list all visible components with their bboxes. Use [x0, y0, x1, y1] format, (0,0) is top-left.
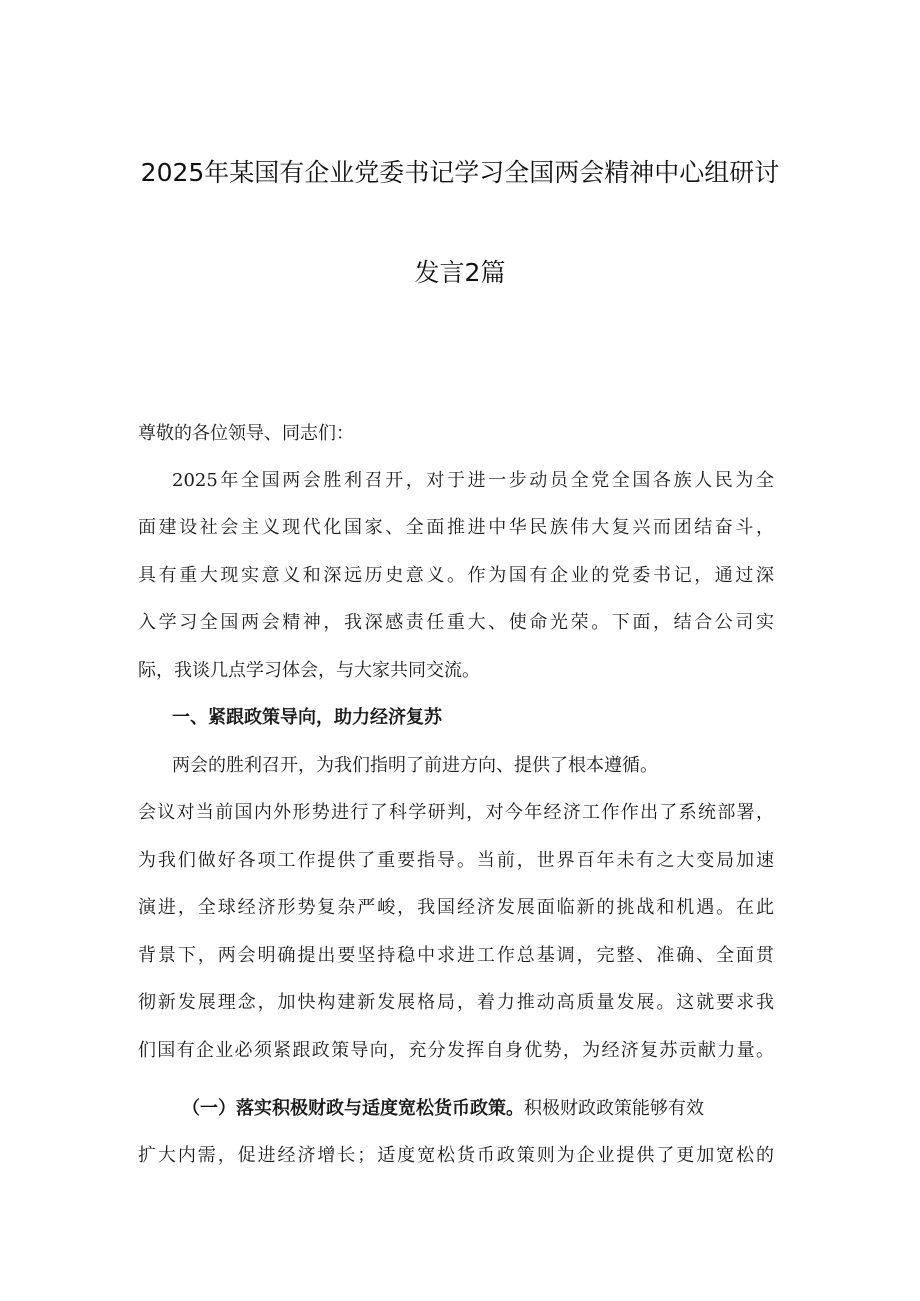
paragraph-2-line-3: 为我们做好各项工作提供了重要指导。当前，世界百年未有之大变局加速 [138, 850, 774, 871]
paragraph-1-line-3: 具有重大现实意义和深远历史意义。作为国有企业的党委书记，通过深 [138, 565, 774, 586]
paragraph-2-line-2: 会议对当前国内外形势进行了科学研判，对今年经济工作作出了系统部署， [138, 802, 774, 823]
paragraph-1-line-1: 2025年全国两会胜利召开，对于进一步动员全党全国各族人民为全 [172, 470, 774, 491]
section-heading-1: 一、紧跟政策导向，助力经济复苏 [172, 707, 442, 728]
document-title-line-1: 2025年某国有企业党委书记学习全国两会精神中心组研讨 [140, 158, 780, 187]
subheading-1: （一）落实积极财政与适度宽松货币政策。 [182, 1098, 524, 1119]
salutation: 尊敬的各位领导、同志们： [138, 423, 354, 444]
paragraph-3-line-2: 扩大内需，促进经济增长；适度宽松货币政策则为企业提供了更加宽松的 [138, 1145, 774, 1166]
paragraph-2-line-4: 演进，全球经济形势复杂严峻，我国经济发展面临新的挑战和机遇。在此 [138, 897, 774, 918]
document-title-line-2: 发言2篇 [414, 258, 506, 287]
paragraph-2-line-7: 们国有企业必须紧跟政策导向，充分发挥自身优势，为经济复苏贡献力量。 [138, 1040, 774, 1061]
paragraph-2-line-1: 两会的胜利召开，为我们指明了前进方向、提供了根本遵循。 [172, 755, 658, 776]
paragraph-1-line-2: 面建设社会主义现代化国家、全面推进中华民族伟大复兴而团结奋斗， [138, 517, 774, 538]
paragraph-1-line-4: 入学习全国两会精神，我深感责任重大、使命光荣。下面，结合公司实 [138, 612, 774, 633]
paragraph-3-line-1-rest: 积极财政政策能够有效 [524, 1098, 704, 1119]
paragraph-3-line-1 [182, 1097, 704, 1121]
paragraph-2-line-5: 背景下，两会明确提出要坚持稳中求进工作总基调，完整、准确、全面贯 [138, 945, 774, 966]
paragraph-1-line-5: 际，我谈几点学习体会，与大家共同交流。 [138, 660, 480, 681]
paragraph-2-line-6: 彻新发展理念，加快构建新发展格局，着力推动高质量发展。这就要求我 [138, 992, 774, 1013]
